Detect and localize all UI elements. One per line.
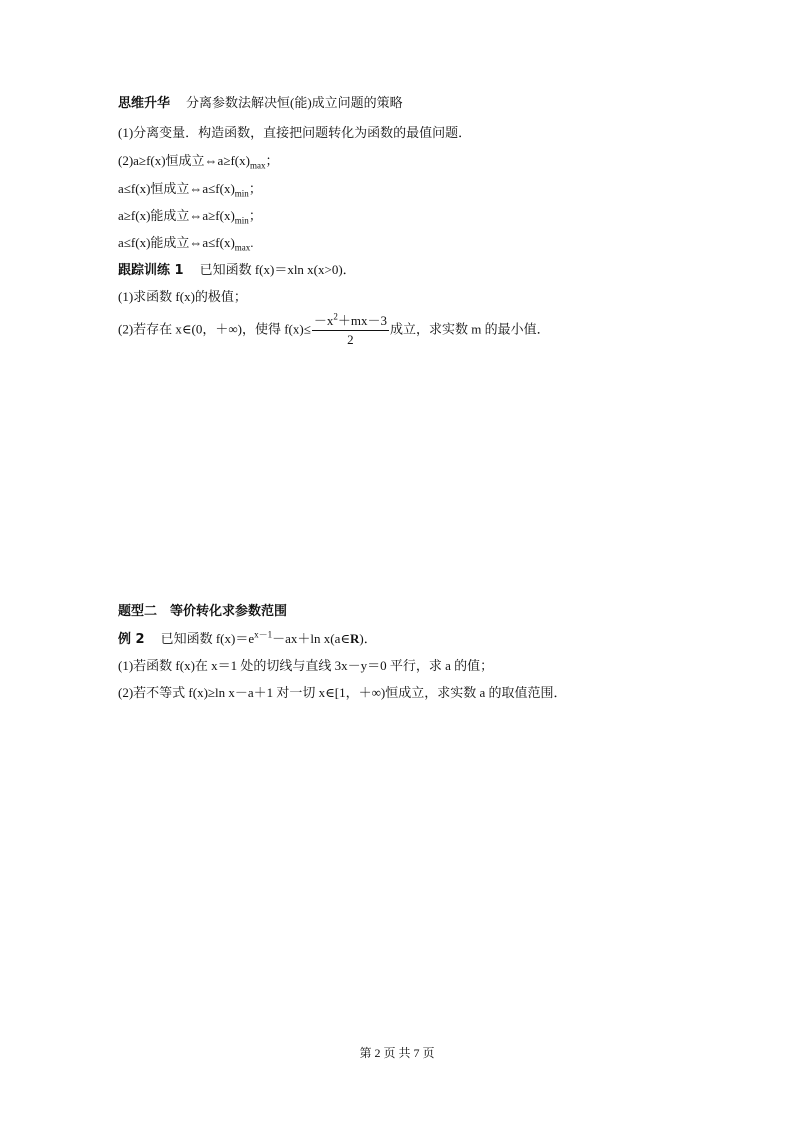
exercise-1-statement [118,261,356,280]
rule-2-text: a≤f(x)恒成立⇔a≤f(x) [118,181,235,196]
strategy-rule-2 [118,180,262,198]
section1-title-line [118,94,403,113]
example-2-statement [118,630,377,649]
fraction-denominator: 2 [347,332,354,347]
strategy-step-1 [118,124,471,142]
strategy-rule-3 [118,207,262,225]
numerator-exponent: 2 [333,311,338,322]
exercise-1-question-1 [118,288,247,306]
strategy-step-1-text: (1)分离变量．构造函数，直接把问题转化为函数的最值问题． [118,125,472,140]
section-subheading: 分离参数法解决恒(能)成立问题的策略 [186,95,403,110]
example-text-end: )． [359,631,377,646]
example-2-question-2 [118,684,566,702]
section-heading: 思维升华 [118,96,171,111]
fraction-numerator [312,313,389,331]
rule-4-punct: . [250,235,254,250]
rule-3-text: a≥f(x)能成立⇔a≥f(x) [118,208,235,223]
numerator-part-a: －x [313,313,334,328]
example-text: 已知函数 f(x)＝e [160,631,255,646]
rule-1-subscript: max [249,160,266,171]
exercise-q2-end: 成立，求实数 m 的最小值． [389,321,550,337]
exercise-q2-text: (2)若存在 x∈(0，＋∞)，使得 f(x)≤ [118,321,311,337]
example-q2-text: (2)若不等式 f(x)≥ln x－a＋1 对一切 x∈[1，＋∞)恒成立，求实数 a 的取值范围． [118,685,567,700]
rule-2-subscript: min [234,188,249,199]
section2-heading [118,603,287,621]
rule-2-punct: ； [248,181,262,196]
exercise-statement: 已知函数 f(x)＝xln x(x>0)． [199,262,356,277]
exercise-label: 跟踪训练 1 [118,263,184,278]
section2-heading-text: 题型二 等价转化求参数范围 [118,604,288,619]
rule-1-text: (2)a≥f(x)恒成立⇔a≥f(x) [118,153,250,168]
exercise-q1-text: (1)求函数 f(x)的极值； [118,289,247,304]
rule-1-punct: ； [265,153,279,168]
example-exponent: x－1 [254,629,273,640]
rule-3-subscript: min [234,215,249,226]
example-label: 例 2 [118,632,145,647]
example-text-mid: －ax＋ln x(a∈ [272,631,350,646]
rule-3-punct: ； [248,208,262,223]
strategy-rule-4 [118,234,254,252]
strategy-rule-1 [118,152,278,170]
fraction [312,313,389,348]
example-2-question-1 [118,657,493,675]
numerator-part-b: ＋mx－3 [337,313,387,328]
page-footer: 第 2 页 共 7 页 [359,1046,435,1060]
rule-4-text: a≤f(x)能成立⇔a≤f(x) [118,235,235,250]
rule-4-subscript: max [234,242,251,253]
exercise-1-question-2 [118,313,550,348]
reals-symbol: R [349,631,360,646]
example-q1-text: (1)若函数 f(x)在 x＝1 处的切线与直线 3x－y＝0 平行，求 a 的值； [118,658,494,673]
